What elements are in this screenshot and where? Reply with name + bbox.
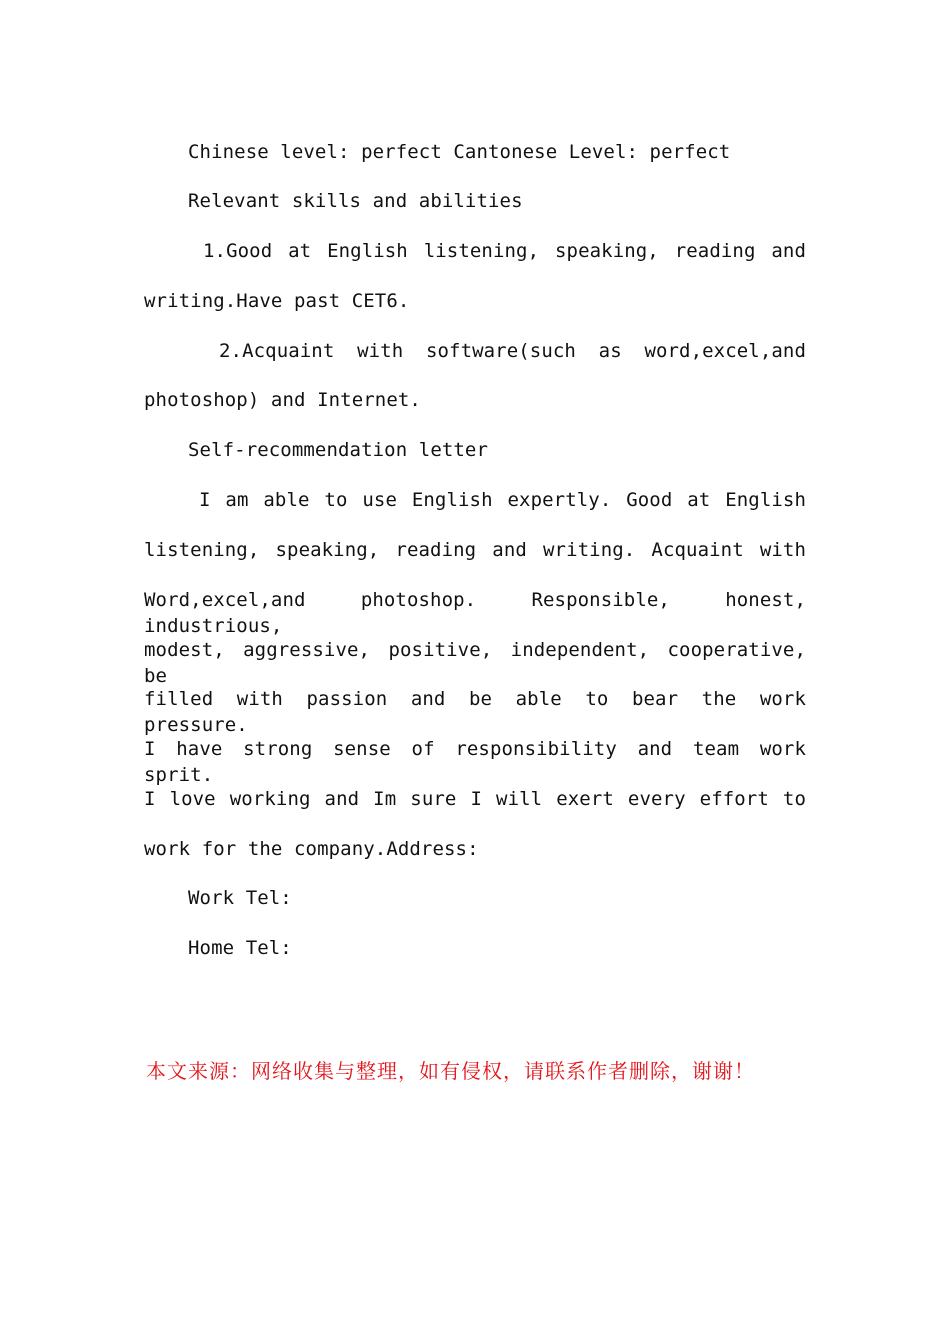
- letter-line-6: I have strong sense of responsibility and team work sprit.: [144, 738, 806, 786]
- letter-line-3: Word,excel,and photoshop. Responsible, honest, industrious,: [144, 589, 806, 637]
- language-levels: Chinese level: perfect Cantonese Level: perfect: [188, 141, 731, 163]
- letter-line-1: I am able to use English expertly. Good at English: [199, 489, 806, 511]
- skill-2-line-1: 2.Acquaint with software(such as word,excel,and: [219, 340, 806, 362]
- home-tel-label: Home Tel:: [188, 937, 292, 959]
- source-notice: 本文来源：网络收集与整理，如有侵权，请联系作者删除，谢谢！: [146, 1059, 755, 1083]
- work-tel-label: Work Tel:: [188, 887, 292, 909]
- letter-line-8: work for the company.Address:: [144, 838, 479, 860]
- letter-line-2: listening, speaking, reading and writing. Acquaint with: [144, 539, 806, 561]
- skill-1-line-1: 1.Good at English listening, speaking, reading and: [203, 240, 806, 262]
- letter-line-5: filled with passion and be able to bear the work pressure.: [144, 688, 806, 736]
- skills-heading: Relevant skills and abilities: [188, 190, 523, 212]
- skill-1-line-2: writing.Have past CET6.: [144, 290, 410, 312]
- letter-heading: Self-recommendation letter: [188, 439, 489, 461]
- letter-line-4: modest, aggressive, positive, independent, cooperative, be: [144, 639, 806, 687]
- letter-line-7: I love working and Im sure I will exert every effort to: [144, 788, 806, 810]
- skill-2-line-2: photoshop) and Internet.: [144, 389, 421, 411]
